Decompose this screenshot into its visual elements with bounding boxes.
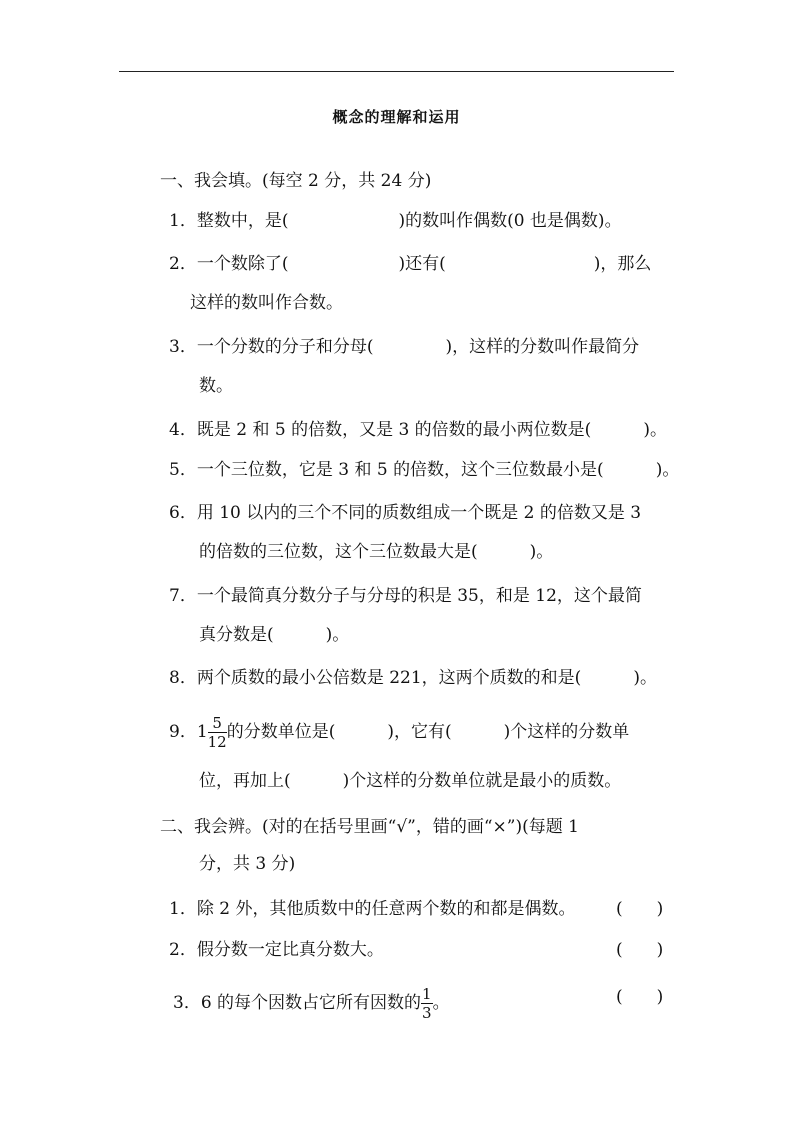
fraction-denominator: 12 [207, 733, 227, 751]
q1-9-text-a: 的分数单位是( [226, 722, 336, 742]
fraction-1-5-12 [208, 714, 227, 751]
question-1-6-cont [199, 540, 553, 564]
q1-4-text-a: 4．既是 2 和 5 的倍数，又是 3 的倍数的最小两位数是( [169, 420, 592, 440]
q1-1-text-b: )的数叫作偶数(0 也是偶数)。 [398, 211, 622, 231]
question-1-2 [169, 252, 651, 276]
page-title: 概念的理解和运用 [332, 108, 461, 126]
q1-5-text-a: 5．一个三位数，它是 3 和 5 的倍数，这个三位数最小是( [169, 460, 604, 480]
q1-9-text-d: 位，再加上( [199, 771, 291, 791]
q1-8-text-a: 8．两个质数的最小公倍数是 221，这两个质数的和是( [169, 668, 582, 688]
question-2-3 [173, 985, 450, 1022]
question-2-2: 2．假分数一定比真分数大。 [169, 940, 384, 960]
top-rule [119, 71, 674, 72]
answer-paren-2-1[interactable]: ( ) [616, 899, 664, 919]
answer-paren-2-2[interactable]: ( ) [616, 940, 664, 960]
question-1-6: 6．用 10 以内的三个不同的质数组成一个既是 2 的倍数又是 3 [169, 503, 642, 523]
q1-9-text-e: )个这样的分数单位就是最小的质数。 [342, 771, 622, 791]
q1-9-text-b: )，它有( [387, 722, 452, 742]
q1-6-text-c: )。 [529, 542, 554, 562]
question-1-8 [169, 666, 657, 690]
answer-paren-2-3[interactable]: ( ) [616, 987, 664, 1007]
question-1-7-cont [199, 623, 349, 647]
question-1-5 [169, 458, 679, 482]
q1-8-text-b: )。 [633, 668, 657, 688]
q1-2-text-a: 2．一个数除了( [169, 254, 289, 274]
q1-7-text-c: )。 [325, 625, 350, 645]
question-1-7: 7．一个最简真分数分子与分母的积是 35，和是 12，这个最简 [169, 586, 642, 606]
fraction-denominator: 3 [422, 1004, 432, 1022]
q1-7-text-b: 真分数是( [199, 625, 274, 645]
q1-9-text-c: )个这样的分数单 [503, 722, 630, 742]
fraction-1-3 [421, 985, 433, 1022]
q2-3-text-a: 3．6 的每个因数占它所有因数的 [173, 993, 422, 1013]
q1-3-text-a: 3．一个分数的分子和分母( [169, 337, 374, 357]
q1-6-text-b: 的倍数的三位数，这个三位数最大是( [199, 542, 478, 562]
question-1-4 [169, 418, 667, 442]
fraction-numerator: 1 [422, 985, 432, 1003]
question-1-9 [169, 714, 629, 751]
question-2-1: 1．除 2 外，其他质数中的任意两个数的和都是偶数。 [169, 899, 576, 919]
fraction-numerator: 5 [208, 714, 227, 733]
q1-1-text-a: 1．整数中，是( [169, 211, 289, 231]
section2-heading-cont: 分，共 3 分) [199, 854, 296, 874]
q1-9-num: 9．1 [169, 722, 208, 742]
q1-3-text-b: )，这样的分数叫作最简分 [445, 337, 640, 357]
section2-heading: 二、我会辨。(对的在括号里画“√”，错的画“×”)(每题 1 [160, 817, 579, 837]
section1-heading: 一、我会填。(每空 2 分，共 24 分) [160, 171, 432, 191]
question-1-3 [169, 335, 639, 359]
question-1-2-cont: 这样的数叫作合数。 [190, 293, 343, 313]
q1-2-text-c: )，那么 [593, 254, 652, 274]
question-1-1 [169, 209, 622, 233]
question-1-3-cont: 数。 [199, 376, 233, 396]
q1-5-text-b: )。 [655, 460, 680, 480]
q1-4-text-b: )。 [643, 420, 667, 440]
question-1-9-cont [199, 769, 621, 793]
q2-3-text-b: 。 [432, 993, 450, 1013]
q1-2-text-b: )还有( [398, 254, 446, 274]
